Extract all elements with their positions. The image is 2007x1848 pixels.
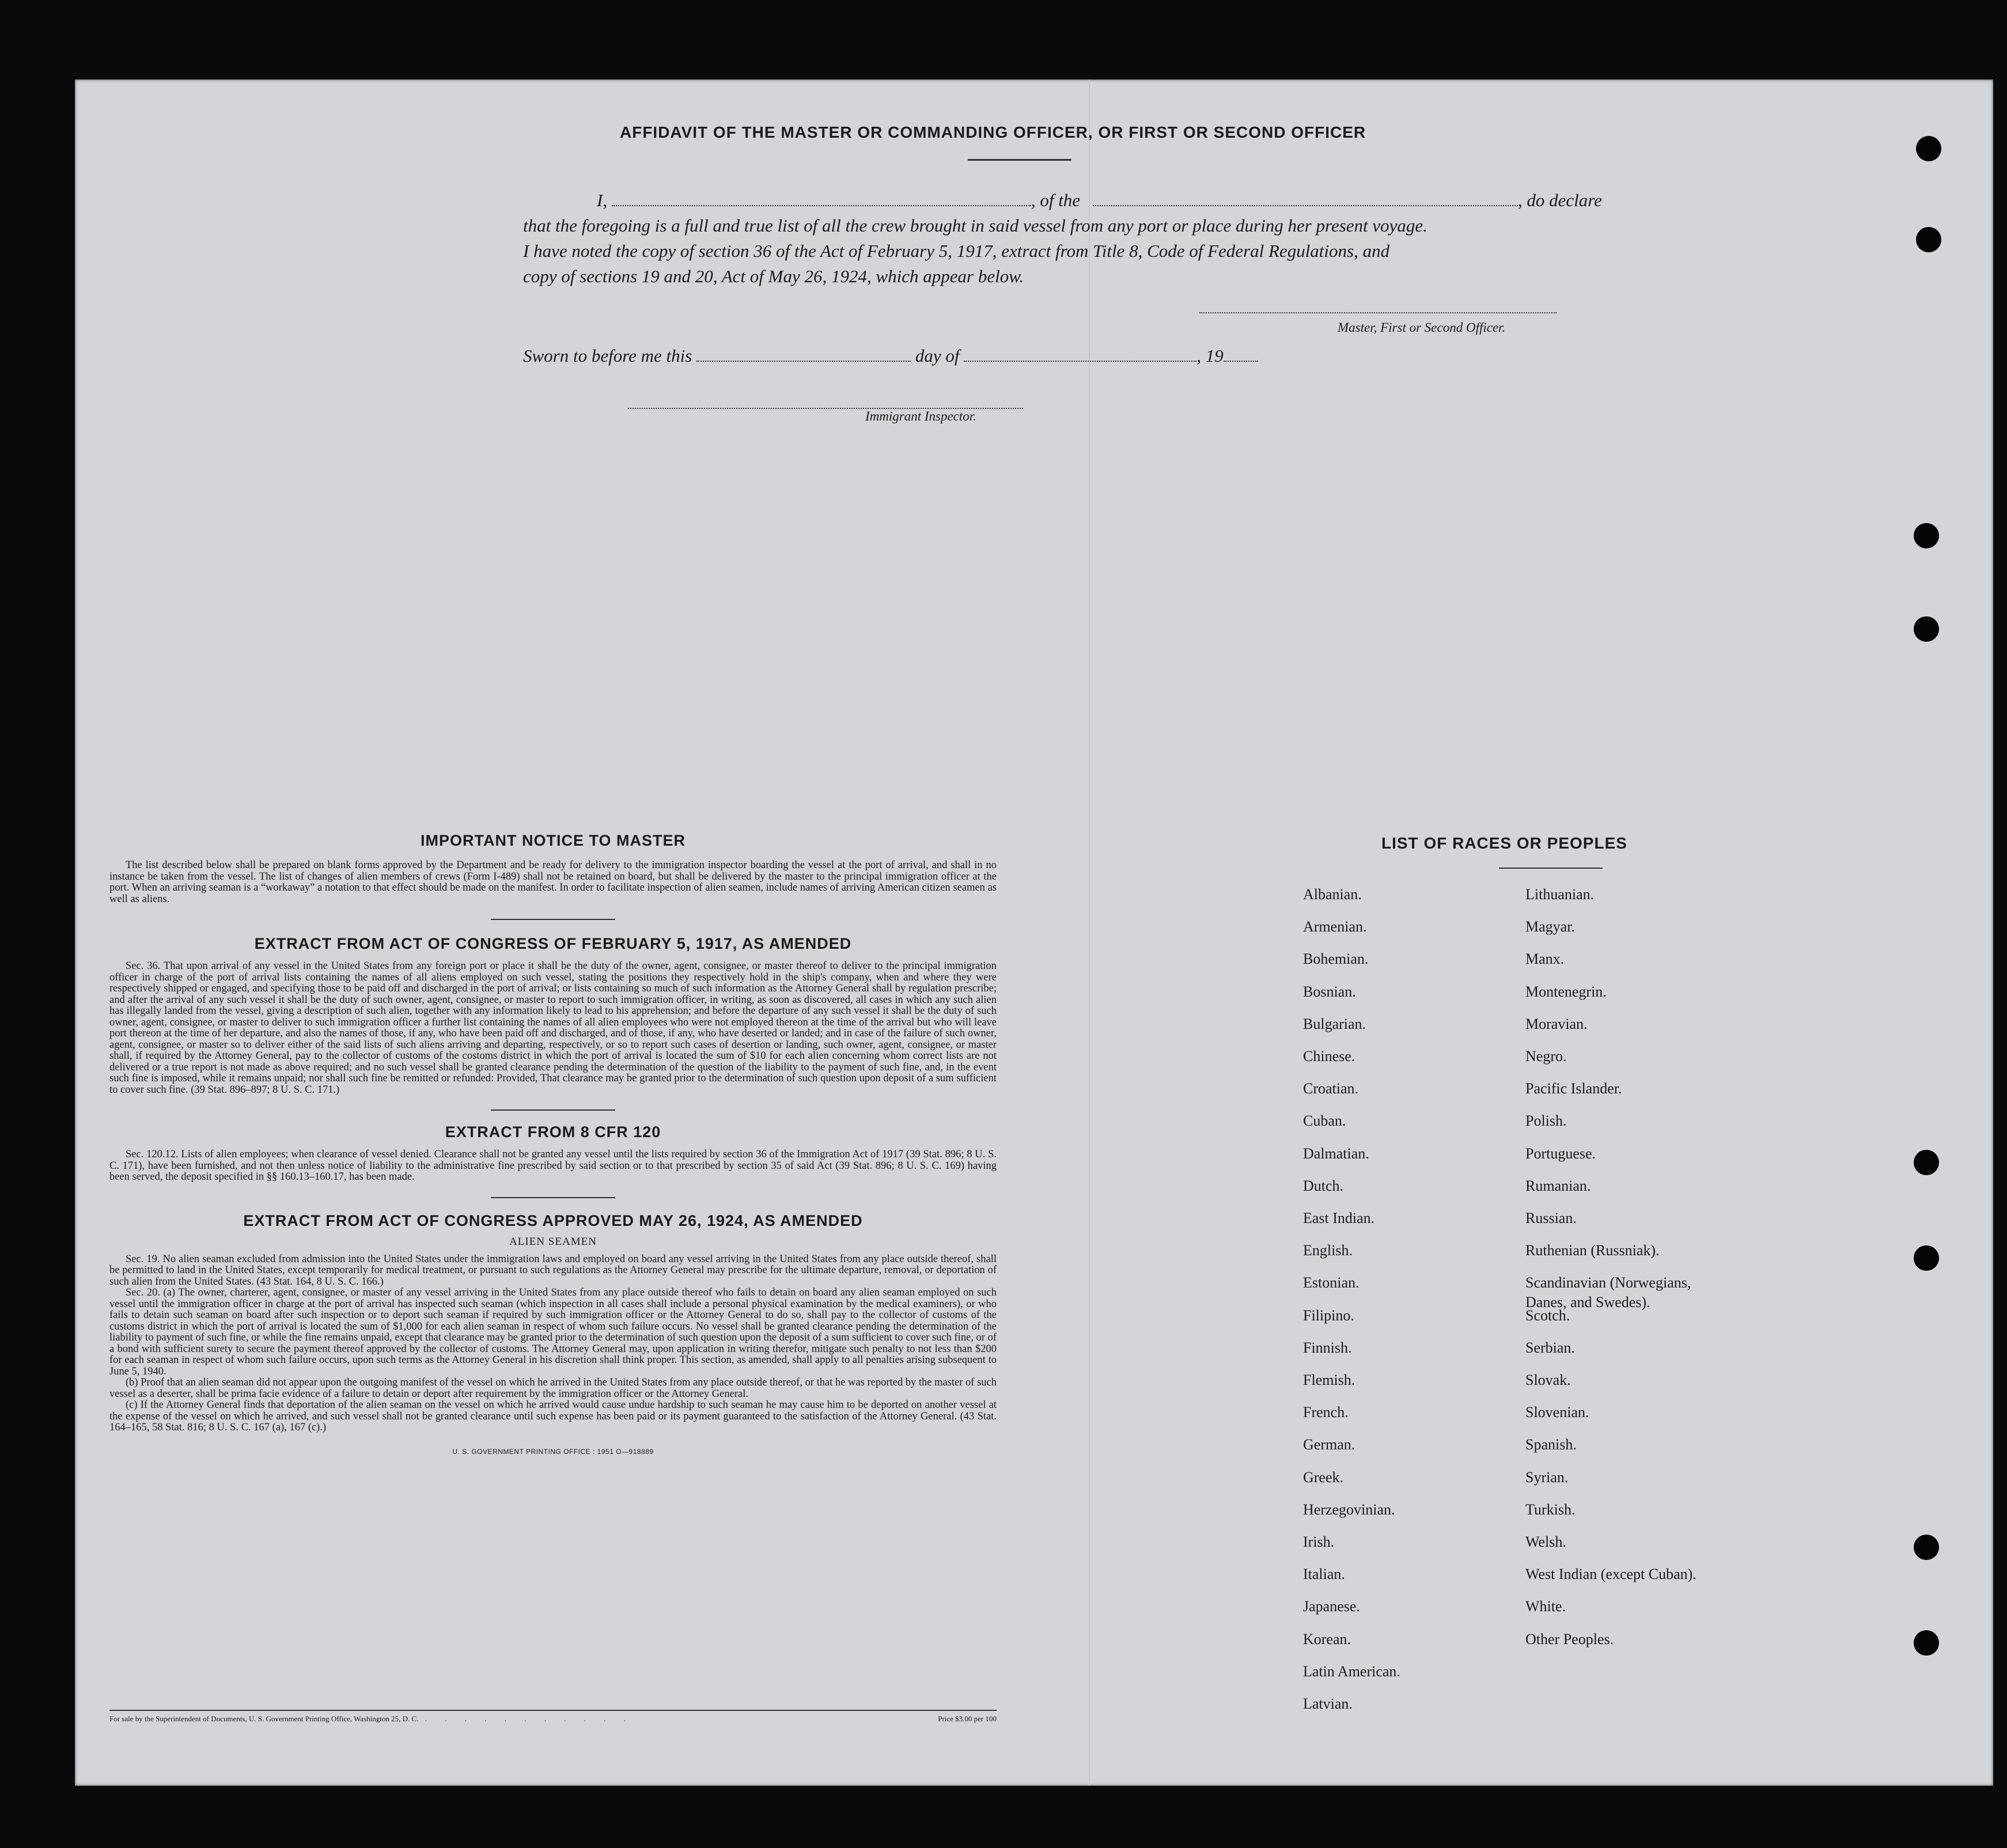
sworn-year-blank[interactable]	[1224, 361, 1258, 362]
title-underline	[968, 159, 1071, 161]
race-item: Herzegovinian.	[1303, 1501, 1395, 1518]
binder-hole	[1914, 1150, 1939, 1175]
race-item: French.	[1303, 1404, 1349, 1421]
race-item: Bohemian.	[1303, 950, 1369, 967]
race-item: Syrian.	[1525, 1469, 1569, 1486]
affidavit-body	[523, 188, 1675, 289]
extract-1924-title: EXTRACT FROM ACT OF CONGRESS APPROVED MAY 26, 1924, AS AMENDED	[243, 1211, 863, 1229]
sworn-year-prefix: , 19	[1196, 346, 1224, 366]
race-item: Moravian.	[1525, 1016, 1588, 1032]
binder-hole	[1914, 616, 1939, 642]
master-signature-caption: Master, First or Second Officer.	[1338, 320, 1506, 335]
footer-leader-dots: . . . . . . . . . . .	[425, 1714, 634, 1723]
race-item: Slovak.	[1525, 1372, 1571, 1388]
race-item: Negro.	[1525, 1048, 1567, 1065]
binder-hole	[1916, 136, 1941, 161]
affidavit-title: AFFIDAVIT OF THE MASTER OR COMMANDING OFFICER, OR FIRST OR SECOND OFFICER	[620, 123, 1366, 141]
race-item: Croatian.	[1303, 1080, 1359, 1097]
race-item: Korean.	[1303, 1631, 1351, 1648]
notice-title: IMPORTANT NOTICE TO MASTER	[421, 832, 686, 849]
master-signature-line[interactable]	[1199, 312, 1557, 313]
affidavit-line-2: that the foregoing is a full and true list of all the crew brought in said vessel from any port or place during her present voyage.	[523, 215, 1427, 236]
race-item: Montenegrin.	[1525, 983, 1607, 1000]
race-item: German.	[1303, 1436, 1355, 1453]
race-item: Turkish.	[1525, 1501, 1576, 1518]
binder-hole	[1916, 227, 1941, 252]
race-item: Italian.	[1303, 1566, 1345, 1582]
race-item: Greek.	[1303, 1469, 1344, 1486]
race-item: Scandinavian (Norwegians,	[1525, 1274, 1691, 1291]
notice-paragraph: The list described below shall be prepared on blank forms approved by the Department and be ready for delivery to the immigration inspector boarding the vessel at the port of arrival, and shall in no instance be taken from the vessel. The list of changes of alien members of crews (Form I-489) shall not be retained on board, but shall be delivered by the master to the principal immigration officer at the port. When an arriving seaman is a “workaway” a notation to that effect should be made on the manifest. In order to facilitate inspection of alien seamen, include names of arriving American citizen seamen as well as aliens.	[109, 859, 997, 905]
race-item: Dalmatian.	[1303, 1145, 1369, 1162]
sworn-text: Sworn to before me this	[523, 346, 692, 366]
extract-1917-title: EXTRACT FROM ACT OF CONGRESS OF FEBRUARY 5, 1917, AS AMENDED	[254, 935, 852, 952]
race-item: Flemish.	[1303, 1372, 1355, 1388]
binder-hole	[1914, 1535, 1939, 1560]
race-item: Other Peoples.	[1525, 1631, 1614, 1648]
divider-3	[491, 1197, 615, 1198]
sworn-month-blank[interactable]	[964, 361, 1196, 362]
sworn-line	[523, 346, 1258, 366]
race-item: Russian.	[1525, 1210, 1577, 1226]
divider-2	[491, 1109, 615, 1111]
race-item: Dutch.	[1303, 1177, 1344, 1194]
sworn-day-of: day of	[915, 346, 960, 366]
alien-seamen-subtitle: ALIEN SEAMEN	[509, 1235, 597, 1248]
race-item: Slovenian.	[1525, 1404, 1589, 1421]
vessel-blank[interactable]	[1093, 205, 1518, 206]
footer-price: Price $3.00 per 100	[938, 1714, 997, 1723]
race-item: Bulgarian.	[1303, 1016, 1366, 1032]
race-item: English.	[1303, 1242, 1353, 1259]
race-item: Latvian.	[1303, 1695, 1353, 1712]
race-item: Rumanian.	[1525, 1177, 1591, 1194]
sec-20b-paragraph: (b) Proof that an alien seaman did not appear upon the outgoing manifest of the vessel on which he arrived in the United States from any place outside thereof, or that he was reported by the master of such vessel as a deserter, shall be prima facie evidence of a failure to detain or deport after requirement by the immigration officer or the Attorney General.	[109, 1377, 997, 1400]
affidavit-of-the: , of the	[1031, 190, 1081, 210]
race-item: Manx.	[1525, 950, 1565, 967]
extract-1924-body	[109, 1254, 997, 1434]
binder-hole	[1914, 1245, 1939, 1271]
sec-36-paragraph: Sec. 36. That upon arrival of any vessel in the United States from any foreign port or place it shall be the duty of the owner, agent, consignee, or master thereof to deliver to the principal immigration officer in charge of the port of arrival lists containing the names of all aliens employed on such vessel, stating the positions they respectively hold in the ship's company, when and where they were respectively shipped or engaged, and specifying those to be paid off and discharged in the port of arrival; or lists containing so much of such information as the Attorney General shall by regulation prescribe; and after the arrival of any such vessel it shall be the duty of such owner, agent, consignee, or master to report to such immigration officer, in writing, as soon as discovered, all cases in which any such alien has illegally landed from the vessel, giving a description of such alien, together with any information likely to lead to his apprehension; and before the departure of any such vessel it shall be the duty of such owner, agent, consignee, or master to deliver to such immigration officer a further list containing the names of all alien employees who were not employed thereon at the time of the arrival but who will leave port thereon at the time of her departure, and also the names of those, if any, who have been paid off and discharged, and of those, if any, who have deserted or landed; and in case of the failure of such owner, agent, consignee, or master so to deliver either of the said lists of such aliens arriving and departing, respectively, or so to report such cases of desertion or landing, such owner, agent, consignee, or master shall, if required by the Attorney General, pay to the collector of customs of the costoms district in which the port of arrival is located the sum of $10 for each alien concerning whom correct lists are not delivered or a true report is not made as above required; and no such vessel shall be granted clearance pending the determination of the question of the liability to the payment of such fine, and, in the event such fine is imposed, while it remains unpaid; nor shall such fine be remitted or refunded: Provided, That clearance may be granted prior to the determination of such question upon deposit of a sum sufficient to cover such fine. (39 Stat. 896–897; 8 U. S. C. 171.)	[109, 960, 997, 1096]
race-item: Albanian.	[1303, 886, 1362, 903]
race-item: Bosnian.	[1303, 983, 1356, 1000]
divider-1	[491, 919, 615, 920]
sworn-day-blank[interactable]	[696, 361, 911, 362]
inspector-signature-caption: Immigrant Inspector.	[865, 409, 976, 423]
binder-hole	[1914, 523, 1939, 548]
race-item: Serbian.	[1525, 1339, 1575, 1356]
race-item: Scotch.	[1525, 1307, 1570, 1324]
footer	[109, 1714, 997, 1724]
race-item: Portuguese.	[1525, 1145, 1596, 1162]
race-item: White.	[1525, 1598, 1566, 1615]
sec-120-paragraph: Sec. 120.12. Lists of alien employees; when clearance of vessel denied. Clearance shall not be granted any vessel until the lists required by section 36 of the Immigration Act of 1917 (39 Stat. 896; 8 U. S. C. 171), have been furnished, and not then unless notice of liability to the administrative fine prescribed by said section or to that prescribed by section 35 of said Act (39 Stat. 896; 8 U. S. C. 169) having been served, the deposit specified in §§ 160.13–160.17, has been made.	[109, 1149, 997, 1183]
race-item: Armenian.	[1303, 918, 1367, 935]
extract-cfr-body	[109, 1149, 997, 1183]
race-item: Spanish.	[1525, 1436, 1577, 1453]
sec-20c-paragraph: (c) If the Attorney General finds that deportation of the alien seaman on the vessel on which he arrived would cause undue hardship to such seaman he may cause him to be deported on another vessel at the expense of the vessel on which he arrived, and such vessel shall not be granted clearance until such expense has been paid or its payment guaranteed to the satisfaction of the Attorney General. (43 Stat. 164–165, 58 Stat. 816; 8 U. S. C. 167 (a), 167 (c).)	[109, 1399, 997, 1433]
races-title: LIST OF RACES OR PEOPLES	[1381, 834, 1627, 852]
affidavit-line-3: I have noted the copy of section 36 of the Act of February 5, 1917, extract from Title 8, Code of Federal Regulations, and	[523, 241, 1390, 261]
race-item: Polish.	[1525, 1112, 1567, 1129]
race-item: West Indian (except Cuban).	[1525, 1566, 1697, 1582]
extract-cfr-title: EXTRACT FROM 8 CFR 120	[445, 1123, 661, 1141]
races-title-underline	[1499, 868, 1603, 869]
sec-20a-paragraph: Sec. 20. (a) The owner, charterer, agent, consignee, or master of any vessel arriving in the United States from any place outside thereof who fails to detain on board any alien seaman employed on such vessel until the immigration officer in charge at the port of arrival has inspected such seaman (which inspection in all cases shall include a personal physical examination by the medical examiners), or who fails to detain such seaman on board after such inspection or to deport such seaman if required by such immigration officer or the Attorney General to do so, shall pay to the collector of customs of the customs district in which the port of arrival is located the sum of $1,000 for each alien seaman in respect of whom such failure occurs. No vessel shall be granted clearance pending the determination of the liability to payment of such fine, or while the fine remains unpaid, except that clearance may be granted prior to the determination of such question upon the deposit of a sum sufficient to cover such fine, or of a bond with sufficient surety to secure the payment thereof approved by the collector of customs. The Attorney General may, upon application in writing therefor, mitigate such penalty to not less than $200 for each seaman in respect of whom such failure occurs, upon such terms as the Attorney General in his discretion shall think proper. This section, as amended, shall apply to all penalties arising subsequent to June 5, 1940.	[109, 1287, 997, 1377]
affidavit-line-4: copy of sections 19 and 20, Act of May 26, 1924, which appear below.	[523, 266, 1024, 286]
race-item: Magyar.	[1525, 918, 1575, 935]
race-item: East Indian.	[1303, 1210, 1375, 1226]
extract-1917-body	[109, 961, 997, 1096]
printing-office-imprint: U. S. GOVERNMENT PRINTING OFFICE : 1951 O—918889	[452, 1447, 654, 1456]
race-item: Irish.	[1303, 1533, 1335, 1550]
affidavit-do-declare: , do declare	[1517, 190, 1602, 210]
name-blank[interactable]	[612, 205, 1031, 206]
race-item: Finnish.	[1303, 1339, 1352, 1356]
race-item: Pacific Islander.	[1525, 1080, 1622, 1097]
race-item: Filipino.	[1303, 1307, 1354, 1324]
fold-line	[1089, 79, 1090, 1786]
binder-hole	[1914, 1630, 1939, 1656]
left-column	[109, 832, 997, 1456]
race-item: Estonian.	[1303, 1274, 1360, 1291]
document-page	[75, 79, 1993, 1786]
race-item: Lithuanian.	[1525, 886, 1595, 903]
sec-19-paragraph: Sec. 19. No alien seaman excluded from admission into the United States under the immigration laws and employed on board any vessel arriving in the United States from any place outside thereof, shall be permitted to land in the United States, except temporarily for medical treatment, or pursuant to such regulations as the Attorney General may prescribe for the ultimate departure, removal, or deportation of such alien from the United States. (43 Stat. 164, 8 U. S. C. 166.)	[109, 1253, 997, 1287]
race-item: Welsh.	[1525, 1533, 1566, 1550]
race-item: Japanese.	[1303, 1598, 1360, 1615]
affidavit-i: I,	[597, 190, 608, 210]
race-item: Danes, and Swedes).	[1525, 1294, 1650, 1311]
race-item: Cuban.	[1303, 1112, 1346, 1129]
footer-sale-text: For sale by the Superintendent of Documents, U. S. Government Printing Office, Washington 25, D. C.	[109, 1714, 419, 1723]
notice-body	[109, 860, 997, 905]
footer-rule	[109, 1710, 997, 1711]
race-item: Ruthenian (Russniak).	[1525, 1242, 1660, 1259]
race-item: Chinese.	[1303, 1048, 1355, 1065]
race-item: Latin American.	[1303, 1663, 1400, 1680]
